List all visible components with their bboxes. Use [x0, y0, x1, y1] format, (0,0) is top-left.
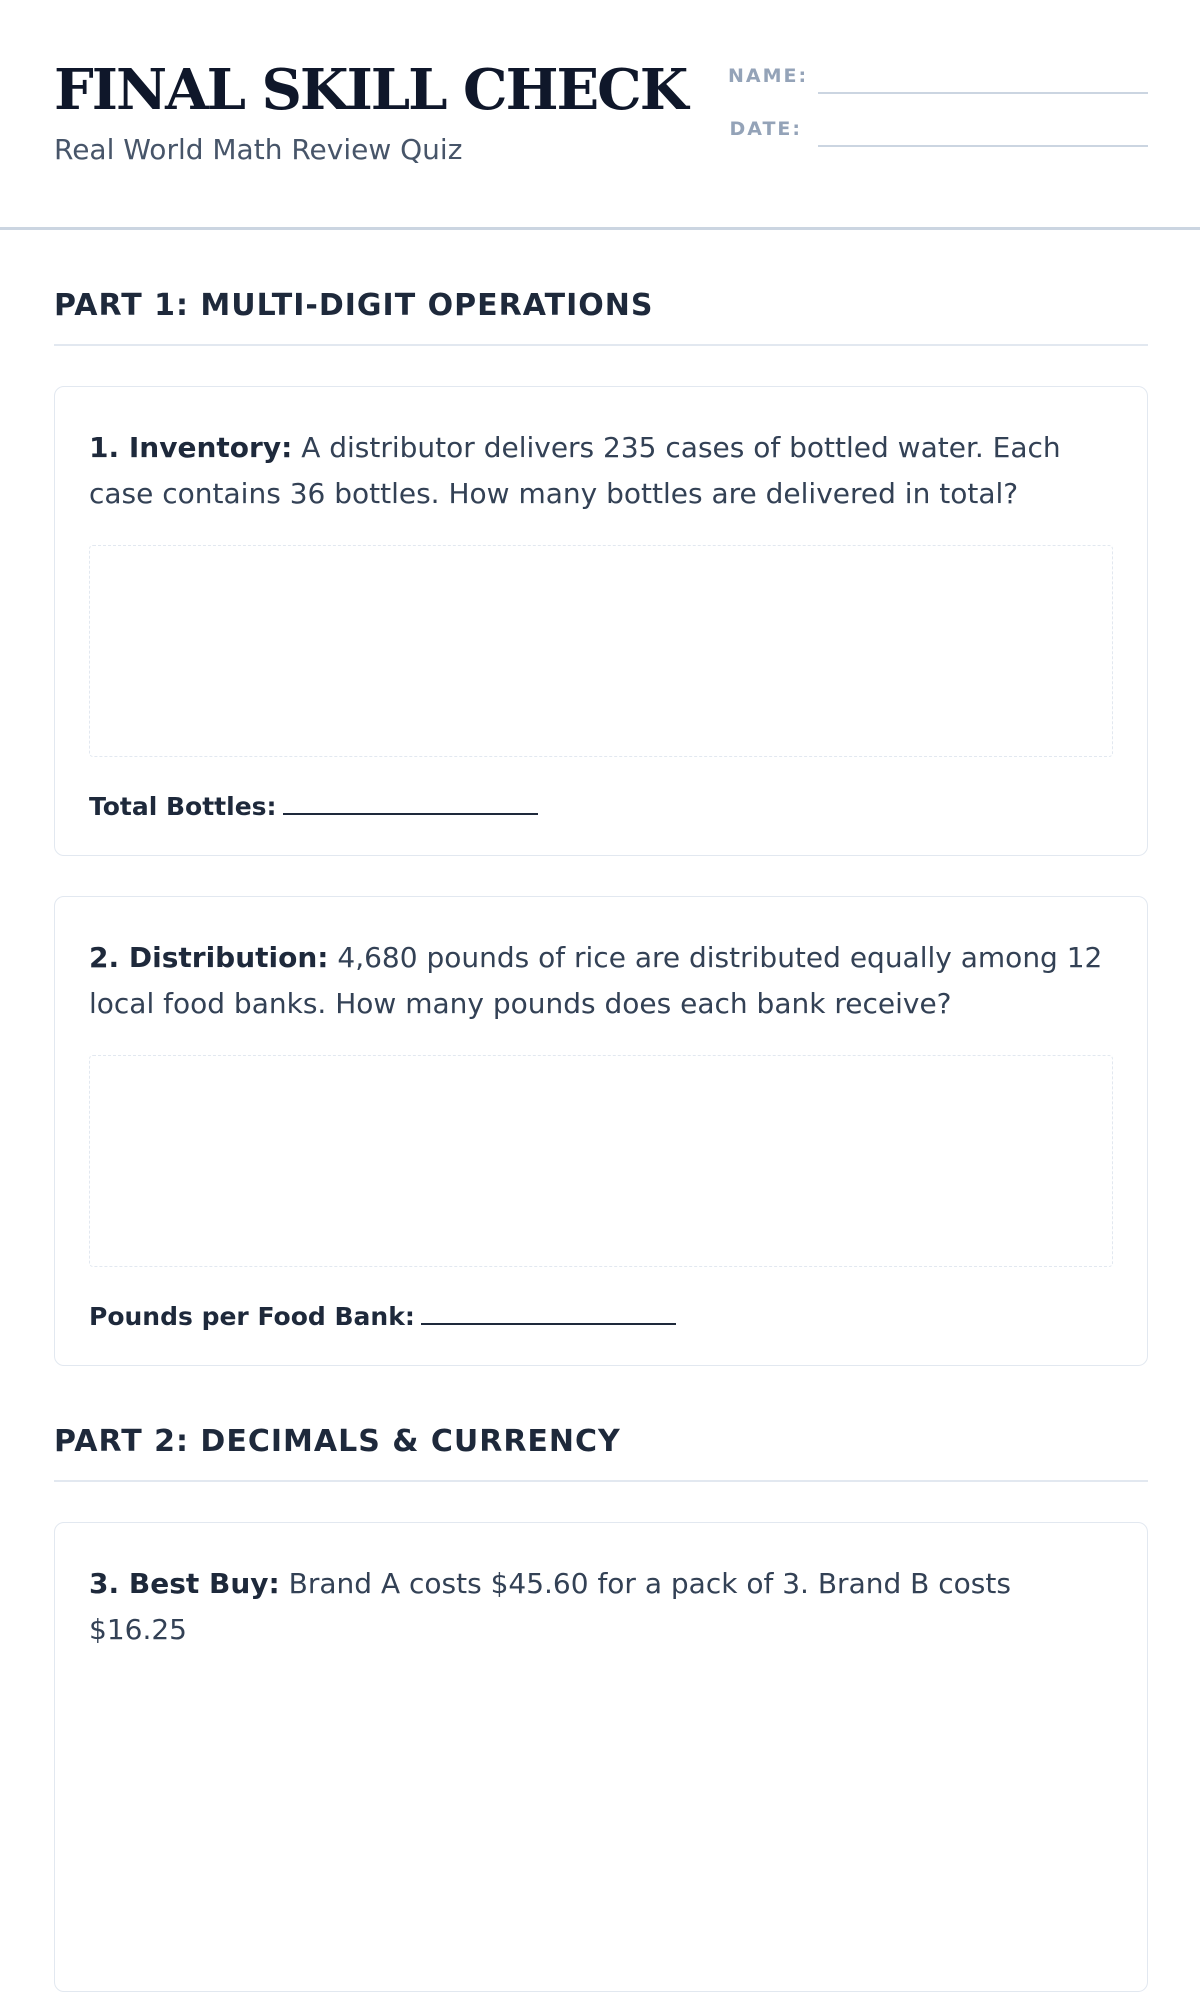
- quiz-header: [0, 0, 1200, 230]
- question-1-answer-label: Total Bottles:: [89, 792, 277, 821]
- question-3-lead: 3. Best Buy:: [89, 1567, 280, 1600]
- question-1-body: A distributor delivers 235 cases of bottled water. Each case contains 36 bottles. How many bottles are delivered in total?: [89, 431, 1061, 510]
- question-card-3: [54, 1522, 1148, 1992]
- question-2-answer-label: Pounds per Food Bank:: [89, 1302, 415, 1331]
- question-2-lead: 2. Distribution:: [89, 941, 329, 974]
- question-2-text: [89, 935, 1113, 1027]
- question-card-2: [54, 896, 1148, 1366]
- quiz-content: [0, 286, 1200, 1992]
- question-card-1: [54, 386, 1148, 856]
- name-field: [728, 60, 1148, 94]
- date-input-line[interactable]: [818, 113, 1148, 147]
- section-title-part-2: PART 2: DECIMALS & CURRENCY: [54, 1422, 1148, 1482]
- question-1-work-area[interactable]: [89, 545, 1113, 757]
- name-input-line[interactable]: [818, 60, 1148, 94]
- question-2-answer: [89, 1299, 1113, 1333]
- question-1-answer-blank[interactable]: [283, 789, 538, 815]
- name-label: NAME:: [728, 65, 809, 87]
- question-3-body: Brand A costs $45.60 for a pack of 3. Brand B costs $16.25: [89, 1567, 1011, 1646]
- question-3-text: [89, 1561, 1113, 1653]
- question-2-answer-blank[interactable]: [421, 1299, 676, 1325]
- section-title-part-1: PART 1: MULTI-DIGIT OPERATIONS: [54, 286, 1148, 346]
- quiz-subtitle: Real World Math Review Quiz: [54, 133, 463, 166]
- question-2-body: 4,680 pounds of rice are distributed equally among 12 local food banks. How many pounds does each bank receive?: [89, 941, 1103, 1020]
- question-1-lead: 1. Inventory:: [89, 431, 293, 464]
- date-field: [728, 113, 1148, 147]
- question-2-work-area[interactable]: [89, 1055, 1113, 1267]
- question-1-text: [89, 425, 1113, 517]
- date-label: DATE:: [729, 118, 802, 140]
- question-1-answer: [89, 789, 1113, 823]
- quiz-title: FINAL SKILL CHECK: [54, 57, 687, 123]
